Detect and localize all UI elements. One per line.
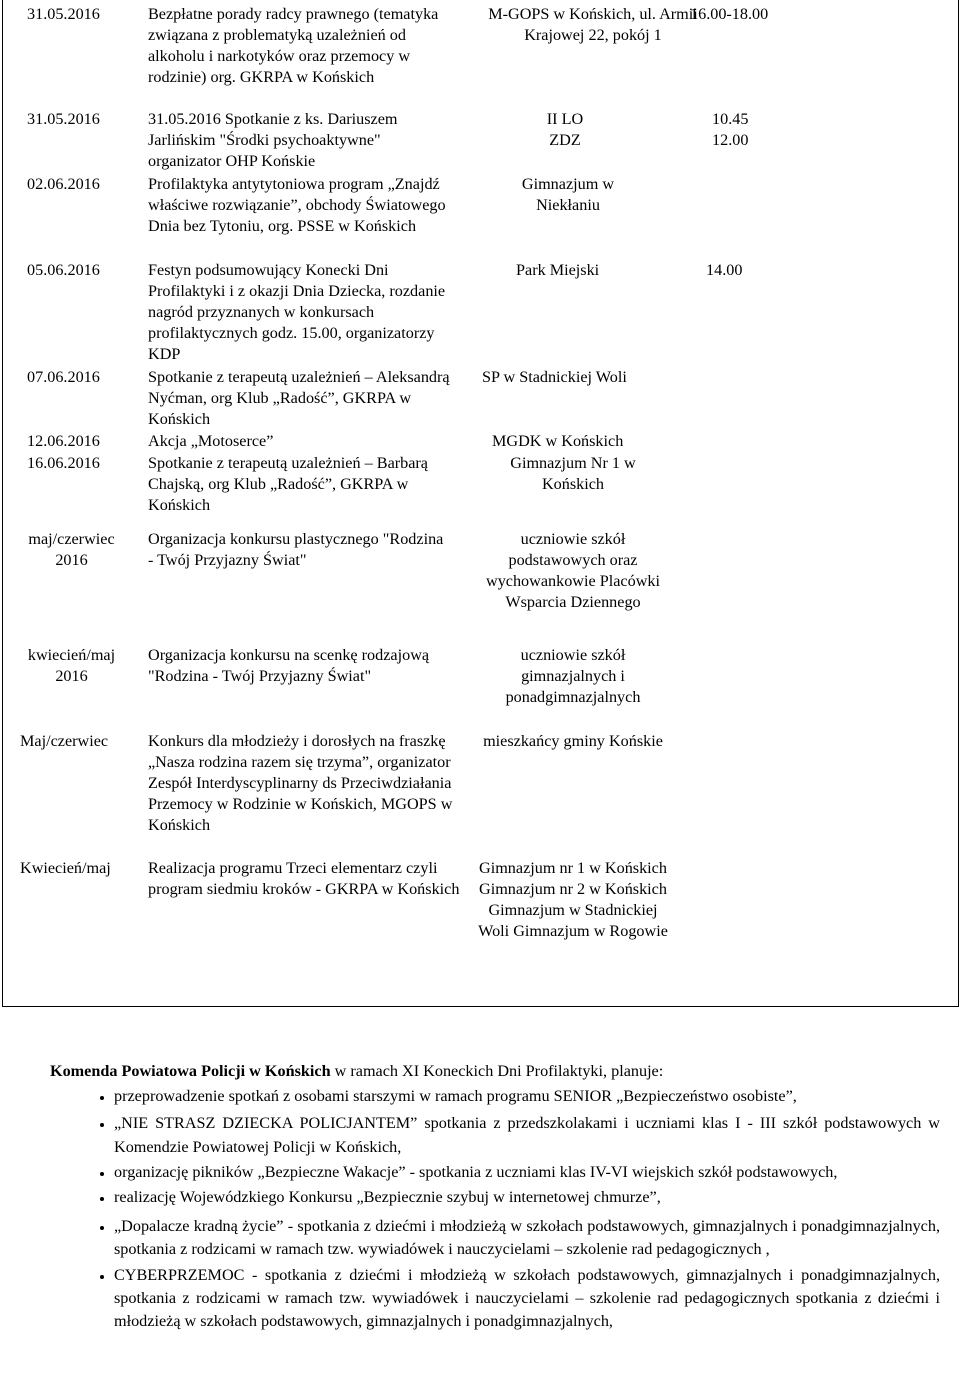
row-date: 02.06.2016 xyxy=(27,175,100,193)
police-intro-bold: Komenda Powiatowa Policji w Końskich xyxy=(50,1062,331,1080)
row-place: M-GOPS w Końskich, ul. Armii Krajowej 22, pokój 1 xyxy=(488,5,698,44)
row-date: 31.05.2016 xyxy=(27,5,100,23)
row-event: Realizacja programu Trzeci elementarz czyli program siedmiu kroków - GKRPA w Końskich xyxy=(148,859,460,898)
row-place: II LO ZDZ xyxy=(546,110,584,149)
row-place: uczniowie szkół gimnazjalnych i ponadgimnazjalnych xyxy=(505,646,641,706)
row-place: uczniowie szkół podstawowych oraz wychowankowie Placówki Wsparcia Dziennego xyxy=(486,530,660,611)
row-place: mieszkańcy gminy Końskie xyxy=(483,732,663,750)
row-date: 12.06.2016 xyxy=(27,432,100,450)
police-list-item: • CYBERPRZEMOC - spotkania z dziećmi i młodzieżą w szkołach podstawowych, gimnazjalnych i ponadgimnazjalnych, spotkania z rodzicami w ramach tzw. wywiadówek i nauczycielami – szkolenie rad pedagogicznych spotkania z dziećmi i młodzieżą w szkołach podstawowych, gimnazjalnych i ponadgimnazjalnych, xyxy=(114,1264,940,1334)
row-time: 16.00-18.00 xyxy=(690,5,769,23)
table-border-right xyxy=(958,0,959,1006)
police-intro xyxy=(50,1060,940,1083)
police-list-item: • „NIE STRASZ DZIECKA POLICJANTEM” spotkania z przedszkolakami i uczniami klas I - III szkół podstawowych w Komendzie Powiatowej Policji w Końskich, xyxy=(114,1112,940,1158)
police-list-item: • organizację pikników „Bezpieczne Wakacje” - spotkania z uczniami klas IV-VI wiejskich szkół podstawowych, xyxy=(114,1161,940,1184)
row-time: 10.45 12.00 xyxy=(712,110,749,149)
row-event: Organizacja konkursu na scenkę rodzajową "Rodzina - Twój Przyjazny Świat" xyxy=(148,646,430,685)
row-date: maj/czerwiec 2016 xyxy=(28,530,115,569)
row-date: 07.06.2016 xyxy=(27,368,100,386)
row-place: Gimnazjum w Niekłaniu xyxy=(521,175,615,214)
table-border-bottom xyxy=(2,1006,959,1007)
row-event: Spotkanie z terapeutą uzależnień – Barbarą Chajską, org Klub „Radość”, GKRPA w Końskich xyxy=(148,454,428,514)
row-date: 31.05.2016 xyxy=(27,110,100,128)
row-event: Konkurs dla młodzieży i dorosłych na fraszkę „Nasza rodzina razem się trzyma”, organizator Zespół Interdyscyplinarny ds Przeciwdziałania Przemocy w Rodzinie w Końskich, MGOPS w Końskich xyxy=(148,732,453,834)
row-date: Maj/czerwiec xyxy=(20,732,109,750)
police-intro-rest: w ramach XI Koneckich Dni Profilaktyki, planuje: xyxy=(330,1062,664,1080)
police-list-item: • „Dopalacze kradną życie” - spotkania z dziećmi i młodzieżą w szkołach podstawowych, gimnazjalnych i ponadgimnazjalnych, spotkania z rodzicami w ramach tzw. wywiadówek i nauczycielami – szkolenie rad pedagogicznych , xyxy=(114,1215,940,1261)
row-place: Gimnazjum nr 1 w Końskich Gimnazjum nr 2 w Końskich Gimnazjum w Stadnickiej Woli Gimnazjum w Rogowie xyxy=(478,859,668,940)
police-list-item: • przeprowadzenie spotkań z osobami starszymi w ramach programu SENIOR „Bezpieczeństwo osobiste”, xyxy=(114,1085,940,1108)
police-list xyxy=(50,1085,940,1333)
row-place: Park Miejski xyxy=(516,261,600,279)
row-date: kwiecień/maj 2016 xyxy=(27,646,116,685)
police-section xyxy=(50,1060,940,1333)
row-date: 16.06.2016 xyxy=(27,454,100,472)
row-event: 31.05.2016 Spotkanie z ks. Dariuszem Jarlińskim "Środki psychoaktywne" organizator OHP Końskie xyxy=(148,110,398,170)
row-place: SP w Stadnickiej Woli xyxy=(482,368,627,386)
row-date: 05.06.2016 xyxy=(27,261,100,279)
row-date: Kwiecień/maj xyxy=(20,859,111,877)
table-border-left xyxy=(2,0,3,1006)
row-event: Festyn podsumowujący Konecki Dni Profilaktyki i z okazji Dnia Dziecka, rozdanie nagród przyznanych w konkursach profilaktycznych godz. 15.00, organizatorzy KDP xyxy=(148,261,446,363)
row-event: Akcja „Motoserce” xyxy=(148,432,274,450)
row-event: Profilaktyka antytytoniowa program „Znajdź właściwe rozwiązanie”, obchody Światowego Dnia bez Tytoniu, org. PSSE w Końskich xyxy=(148,175,446,235)
row-event: Organizacja konkursu plastycznego "Rodzina - Twój Przyjazny Świat" xyxy=(148,530,444,569)
row-time: 14.00 xyxy=(706,261,743,279)
police-list-item: • realizację Wojewódzkiego Konkursu „Bezpiecznie szybuj w internetowej chmurze”, xyxy=(114,1186,940,1209)
row-place: Gimnazjum Nr 1 w Końskich xyxy=(510,454,636,493)
row-event: Spotkanie z terapeutą uzależnień – Aleksandrą Nyćman, org Klub „Radość”, GKRPA w Końskich xyxy=(148,368,450,428)
row-place: MGDK w Końskich xyxy=(492,432,624,450)
row-event: Bezpłatne porady radcy prawnego (tematyka związana z problematyką uzależnień od alkoholu i narkotyków oraz przemocy w rodzinie) org. GKRPA w Końskich xyxy=(148,5,439,86)
